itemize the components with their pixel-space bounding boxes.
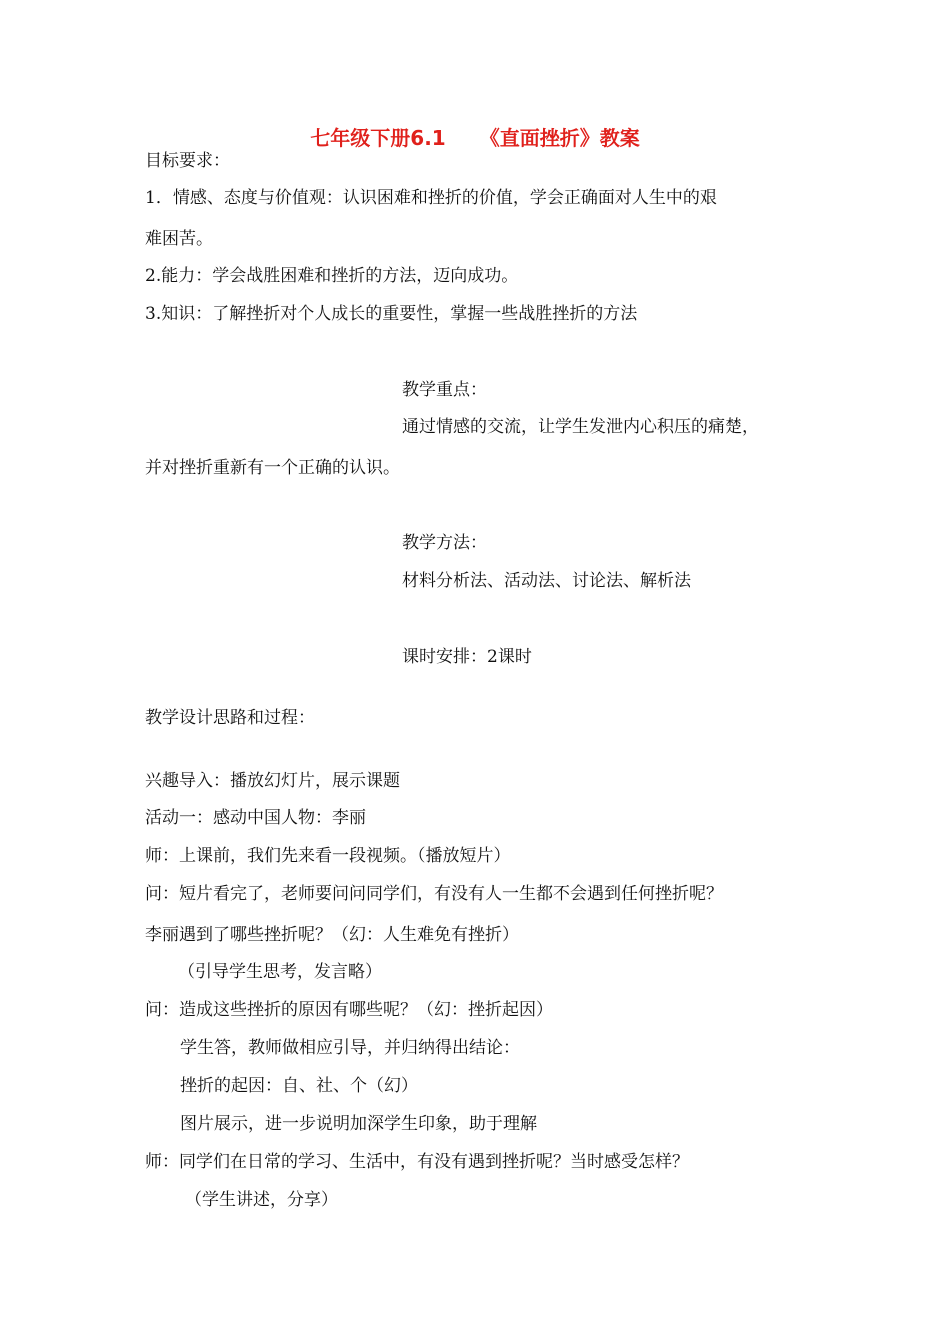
note-line-1: （引导学生思考，发言略） bbox=[178, 962, 382, 982]
design-heading: 教学设计思路和过程： bbox=[145, 708, 315, 728]
method-heading: 教学方法： bbox=[402, 533, 487, 553]
causes-line: 挫折的起因：自、社、个（幻） bbox=[180, 1076, 418, 1096]
question-line-2: 问：造成这些挫折的原因有哪些呢？（幻：挫折起因） bbox=[145, 1000, 553, 1020]
activity-1-line: 活动一：感动中国人物：李丽 bbox=[145, 808, 366, 828]
pictures-line: 图片展示，进一步说明加深学生印象，助于理解 bbox=[180, 1114, 537, 1134]
question-line-1: 问：短片看完了，老师要问问同学们，有没有人一生都不会遇到任何挫折呢？ bbox=[145, 884, 723, 904]
note-line-2: （学生讲述，分享） bbox=[185, 1190, 338, 1210]
goal-3: 3.知识：了解挫折对个人成长的重要性，掌握一些战胜挫折的方法 bbox=[145, 304, 638, 324]
focus-line-1: 通过情感的交流，让学生发泄内心积压的痛楚， bbox=[402, 417, 759, 437]
answer-line-2: 学生答，教师做相应引导，并归纳得出结论： bbox=[180, 1038, 520, 1058]
intro-line: 兴趣导入：播放幻灯片，展示课题 bbox=[145, 771, 400, 791]
question-line-1b: 李丽遇到了哪些挫折呢？（幻：人生难免有挫折） bbox=[145, 925, 519, 945]
focus-line-2: 并对挫折重新有一个正确的认识。 bbox=[145, 458, 400, 478]
schedule: 课时安排：2课时 bbox=[402, 647, 532, 667]
goal-1-line-1: 1．情感、态度与价值观：认识困难和挫折的价值，学会正确面对人生中的艰 bbox=[145, 188, 717, 208]
goal-2: 2.能力：学会战胜困难和挫折的方法，迈向成功。 bbox=[145, 266, 519, 286]
methods-list: 材料分析法、活动法、讨论法、解析法 bbox=[402, 571, 691, 591]
teacher-line-1: 师：上课前，我们先来看一段视频。（播放短片） bbox=[145, 846, 511, 866]
focus-heading: 教学重点： bbox=[402, 380, 487, 400]
goal-1-line-2: 难困苦。 bbox=[145, 229, 213, 249]
goals-heading: 目标要求： bbox=[145, 151, 230, 171]
title-part1: 七年级下册6.1 bbox=[310, 126, 446, 150]
document-title bbox=[0, 125, 950, 151]
teacher-line-2: 师：同学们在日常的学习、生活中，有没有遇到挫折呢？当时感受怎样？ bbox=[145, 1152, 689, 1172]
title-part2: 《直面挫折》教案 bbox=[479, 126, 640, 150]
